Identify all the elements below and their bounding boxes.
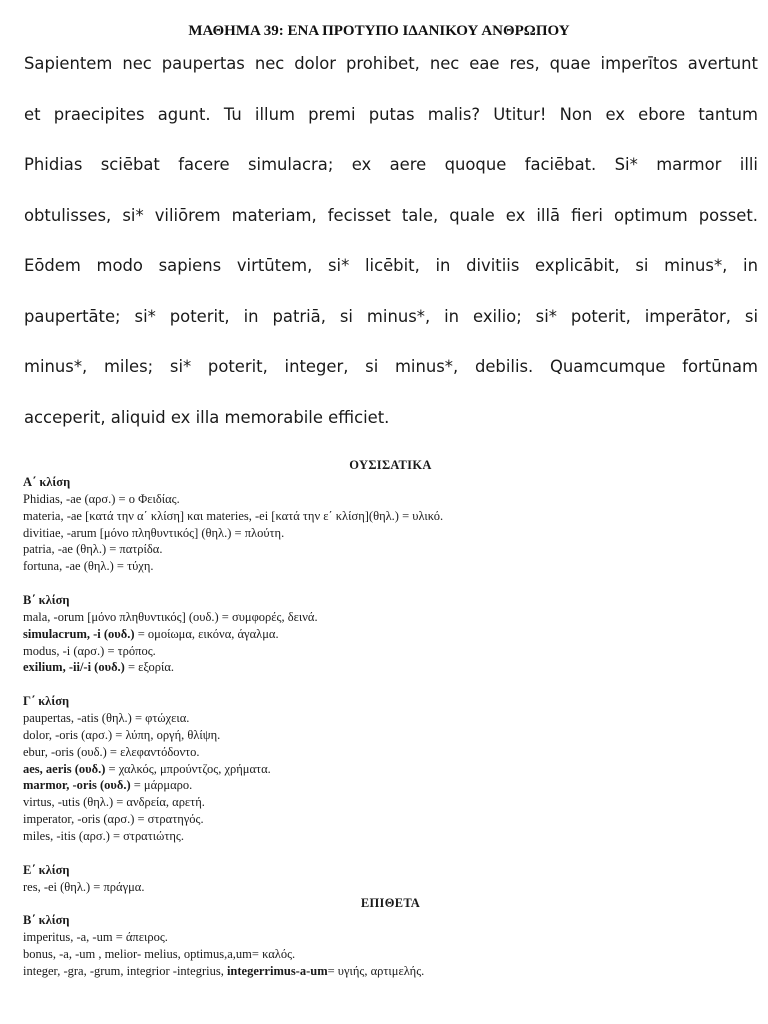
vocab-entry-text: ebur, -oris (ουδ.) = ελεφαντόδοντο.	[23, 744, 200, 759]
vocab-entry	[23, 794, 758, 811]
vocab-entry	[23, 491, 758, 508]
passage-line	[24, 306, 758, 357]
vocab-entry	[23, 508, 758, 525]
vocab-entry-text: mala, -orum [μόνο πληθυντικός] (ουδ.) = συμφορές, δεινά.	[23, 609, 318, 624]
passage-line-text: et praecipites agunt. Tu illum premi putas malis? Utitur! Non ex ebore tantum	[24, 104, 758, 124]
passage-line-text: Phidias sciēbat facere simulacra; ex aere quoque faciēbat. Si* marmor illi	[24, 155, 758, 174]
passage-line	[24, 104, 758, 155]
vocab-entry-text: = εξορία.	[124, 660, 175, 675]
vocab-entry-pre: integer, -gra, -grum, integrior -integrius,	[23, 963, 227, 978]
vocab-entry-lemma: marmor, -oris (ουδ.)	[23, 778, 131, 793]
vocab-entry	[23, 609, 758, 626]
vocab-entry-lemma: integerrimus-a-um	[226, 963, 328, 978]
vocab-entry-text: bonus, -a, -um , melior- melius, optimus,a,um= καλός.	[23, 947, 296, 962]
vocab-entry-text: fortuna, -ae (θηλ.) = τύχη.	[23, 559, 154, 574]
vocab-entry-text: Phidias, -ae (αρσ.) = ο Φειδίας.	[23, 492, 180, 506]
spacer	[23, 676, 758, 693]
vocab-entry-text: patria, -ae (θηλ.) = πατρίδα.	[23, 542, 163, 557]
vocab-entry	[23, 946, 758, 963]
passage-line	[24, 205, 758, 256]
vocab-entry	[23, 811, 758, 828]
declension-heading: Β΄ κλίση	[23, 592, 70, 607]
vocab-entry	[23, 659, 758, 676]
passage-line-text: Sapientem nec paupertas nec dolor prohibet, nec eae res, quae imperītos avertunt	[24, 54, 758, 73]
vocab-entry	[23, 626, 758, 643]
latin-passage	[24, 53, 758, 457]
passage-line-text: paupertāte; si* poterit, in patriā, si minus*, in exilio; si* poterit, imperātor, si	[24, 306, 758, 326]
vocab-entry-text: = υγιής, αρτιμελής.	[327, 963, 425, 978]
vocab-entry-text: miles, -itis (αρσ.) = στρατιώτης.	[23, 828, 184, 843]
vocab-entry	[23, 710, 758, 727]
declension-heading: Α΄ κλίση	[23, 475, 71, 489]
declension-heading: Ε΄ κλίση	[23, 862, 70, 877]
vocab-entry-text: = μάρμαρο.	[130, 778, 193, 793]
vocab-entry-text: imperator, -oris (αρσ.) = στρατηγός.	[23, 811, 204, 826]
nouns-heading: ΟΥΣΙΣΑΤΙΚΑ	[349, 458, 432, 472]
passage-line	[24, 356, 758, 407]
vocab-entry-lemma: simulacrum, -i (ουδ.)	[23, 626, 135, 641]
passage-line	[24, 53, 758, 104]
vocab-entry	[23, 828, 758, 845]
page-title: ΜΑΘΗΜΑ 39: ΕΝΑ ΠΡΟΤΥΠΟ ΙΔΑΝΙΚΟΥ ΑΝΘΡΩΠΟΥ	[188, 23, 570, 39]
passage-line-text: obtulisses, si* viliōrem materiam, fecisset tale, quale ex illā fieri optimum posset.	[24, 205, 758, 225]
passage-line-text: minus*, miles; si* poterit, integer, si minus*, debilis. Quamcumque fortūnam	[24, 357, 758, 376]
declension-heading: Β΄ κλίση	[23, 913, 70, 928]
vocab-entry	[23, 744, 758, 761]
vocab-entry-text: paupertas, -atis (θηλ.) = φτώχεια.	[23, 711, 190, 726]
vocab-entry-text: res, -ei (θηλ.) = πράγμα.	[23, 879, 145, 894]
vocab-entry-text: = χαλκός, μπρούντζος, χρήματα.	[105, 761, 271, 776]
vocab-entry	[23, 963, 758, 980]
vocab-entry-text: virtus, -utis (θηλ.) = ανδρεία, αρετή.	[23, 795, 205, 810]
vocabulary-section	[23, 457, 758, 980]
declension-heading: Γ΄ κλίση	[23, 694, 70, 709]
passage-line-text: acceperit, aliquid ex illa memorabile efficiet.	[24, 407, 390, 427]
vocab-entry	[23, 558, 758, 575]
passage-line	[24, 407, 758, 458]
vocab-entry	[23, 541, 758, 558]
vocab-entry	[23, 727, 758, 744]
vocab-entry	[23, 879, 758, 896]
passage-line	[24, 255, 758, 306]
passage-line	[24, 154, 758, 205]
vocab-entry-lemma: aes, aeris (ουδ.)	[23, 761, 106, 776]
vocab-entry	[23, 761, 758, 778]
passage-line-text: Eōdem modo sapiens virtūtem, si* licēbit, in divitiis explicābit, si minus*, in	[24, 256, 758, 275]
vocab-entry-lemma: exilium, -ii/-i (ουδ.)	[23, 660, 125, 675]
vocab-entry	[23, 643, 758, 660]
vocab-entry	[23, 525, 758, 542]
vocab-entry	[23, 929, 758, 946]
vocab-entry	[23, 777, 758, 794]
vocab-entry-text: modus, -i (αρσ.) = τρόπος.	[23, 643, 156, 658]
adjectives-heading: ΕΠΙΘΕΤΑ	[360, 896, 421, 911]
vocab-entry-text: materia, -ae [κατά την α΄ κλίση] και materies, -ei [κατά την ε΄ κλίση](θηλ.) = υλικό.	[23, 508, 444, 523]
vocab-entry-text: = ομοίωμα, εικόνα, άγαλμα.	[134, 626, 279, 641]
vocab-entry-text: imperitus, -a, -um = άπειρος.	[23, 930, 168, 945]
vocab-entry-text: dolor, -oris (αρσ.) = λύπη, οργή, θλίψη.	[23, 727, 221, 742]
spacer	[23, 575, 758, 592]
spacer	[23, 845, 758, 862]
vocab-entry-text: divitiae, -arum [μόνο πληθυντικός] (θηλ.) = πλούτη.	[23, 525, 285, 540]
